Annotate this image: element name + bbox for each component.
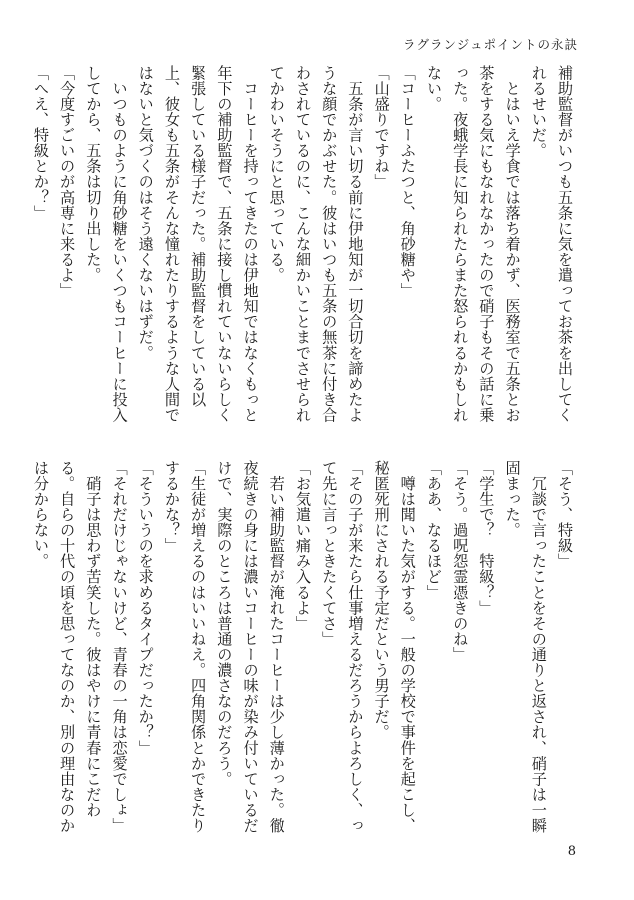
paragraph: いつものように角砂糖をいくつもコーヒーに投入してから、五条は切り出した。 bbox=[84, 65, 129, 423]
text-block-bottom bbox=[31, 460, 578, 838]
paragraph: 「へえ、特級とか？」 bbox=[31, 65, 50, 221]
paragraph: 「お気遣い痛み入るよ」 bbox=[293, 460, 312, 632]
paragraph: 「そう、特級」 bbox=[556, 460, 574, 569]
paragraph: 「今度すごいのが高専に来るよ」 bbox=[58, 65, 77, 299]
running-header-title: ラグランジュポイントの永訣 bbox=[403, 37, 578, 52]
paragraph: 五条が言い切る前に伊地知が一切合切を諦めたような顔でかぶせた。彼はいつも五条の無茶に付き合わされているのに、こんな細かいことまでさせられてかわいそうにと思っている。 bbox=[267, 65, 365, 423]
paragraph: 「山盛りですね」 bbox=[372, 65, 391, 190]
paragraph: 「それだけじゃないけど、青春の一角は恋愛でしょ」 bbox=[110, 460, 129, 834]
page-number: 8 bbox=[567, 844, 576, 859]
paragraph: 硝子は思わず苦笑した。彼はやけに青春にこだわる。自らの十代の頃を思ってなのか、別の理由なのかは分からない。 bbox=[31, 460, 103, 834]
text-block-top bbox=[31, 65, 578, 435]
paragraph: 「ああ、なるほど」 bbox=[424, 460, 443, 600]
paragraph: 補助監督がいつも五条に気を遣ってお茶を出してくれるせいだ。 bbox=[529, 65, 574, 423]
paragraph: 「そういうのを求めるタイプだったか？」 bbox=[136, 460, 155, 756]
paragraph: 「そう。過呪怨霊憑きのね」 bbox=[451, 460, 470, 663]
paragraph: とはいえ学食では落ち着かず、医務室で五条とお茶をする気にもなれなかったので硝子もその話に乗った。夜蛾学長に知られたらまた怒られるかもしれない。 bbox=[424, 65, 522, 423]
paragraph: 若い補助監督が淹れたコーヒーは少し薄かった。徹夜続きの身には濃いコーヒーの味が染み付いているだけで、実際のところは普通の濃さなのだろう。 bbox=[215, 460, 286, 834]
paragraph: 冗談で言ったことをその通りと返され、硝子は一瞬固まった。 bbox=[503, 460, 548, 834]
paragraph: コーヒーを持ってきたのは伊地知ではなくもっと年下の補助監督で、五条に接し慣れていないらしく緊張している様子だった。補助監督をしている以上、彼女も五条がそんな憧れたりするような人間ではないと気づくのはそう遠くないはずだ。 bbox=[136, 65, 260, 423]
paragraph: 「その子が来たら仕事増えるだろうからよろしく、って先に言っときたくてさ」 bbox=[320, 460, 365, 834]
paragraph: 「学生で？ 特級？」 bbox=[477, 460, 496, 616]
paragraph: 「コーヒーふたつと、角砂糖や」 bbox=[398, 65, 417, 299]
paragraph: 「生徒が増えるのはいいねえ。四角関係とかできたりするかな？」 bbox=[162, 460, 208, 834]
paragraph: 噂は聞いた気がする。一般の学校で事件を起こし、秘匿死刑にされる予定だという男子だ。 bbox=[372, 460, 417, 834]
